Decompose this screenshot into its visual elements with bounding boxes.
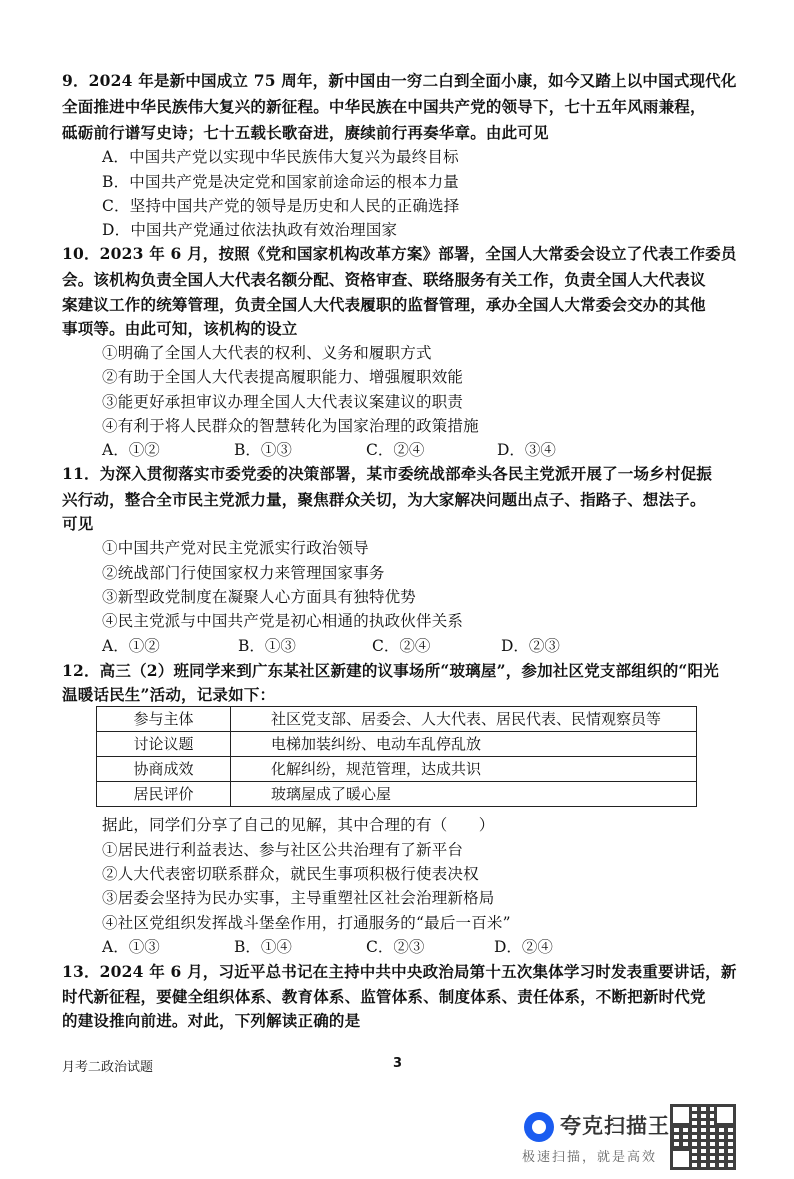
table-row <box>97 757 697 782</box>
watermark-subtitle: 极速扫描，就是高效 <box>522 1150 658 1165</box>
table-row <box>97 732 697 757</box>
q12-statement-1: ①居民进行利益表达、参与社区公共治理有了新平台 <box>102 841 464 859</box>
q9-option-b: B．中国共产党是决定党和国家前途命运的根本力量 <box>102 173 459 191</box>
q10-option-d: D．③④ <box>497 441 556 459</box>
q11-option-b: B．①③ <box>238 637 296 655</box>
q12-line-1: 12．高三（2）班同学来到广东某社区新建的议事场所“玻璃屋”，参加社区党支部组织的“阳光 <box>62 661 719 680</box>
q10-statement-4: ④有利于将人民群众的智慧转化为国家治理的政策措施 <box>102 417 479 435</box>
q12-after-table: 据此，同学们分享了自己的见解，其中合理的有（ ） <box>102 816 495 834</box>
q10-line-3: 案建议工作的统筹管理，负责全国人大代表履职的监督管理，承办全国人大常委会交办的其他 <box>62 295 706 314</box>
watermark-title: 夸克扫描王 <box>560 1114 670 1138</box>
q12-record-table <box>96 706 697 807</box>
q11-statement-1: ①中国共产党对民主党派实行政治领导 <box>102 539 369 557</box>
q13-line-3: 的建设推向前进。对此，下列解读正确的是 <box>62 1011 361 1030</box>
table-key-cell: 协商成效 <box>97 757 231 782</box>
q11-statement-3: ③新型政党制度在凝聚人心方面具有独特优势 <box>102 588 417 606</box>
table-value-cell: 社区党支部、居委会、人大代表、居民代表、民情观察员等 <box>231 707 697 732</box>
q13-line-2: 时代新征程，要健全组织体系、教育体系、监管体系、制度体系、责任体系，不断把新时代党 <box>62 987 706 1006</box>
q11-option-d: D．②③ <box>501 637 560 655</box>
q11-option-a: A．①② <box>102 637 160 655</box>
q9-line-2: 全面推进中华民族伟大复兴的新征程。中华民族在中国共产党的领导下，七十五年风雨兼程， <box>62 97 706 116</box>
qr-code-icon <box>670 1104 736 1170</box>
table-value-cell: 化解纠纷，规范管理，达成共识 <box>231 757 697 782</box>
q10-line-1: 10．2023 年 6 月，按照《党和国家机构改革方案》部署，全国人大常委会设立了代表工作委员 <box>62 244 737 263</box>
q12-option-c: C．②③ <box>366 938 425 956</box>
table-value-cell: 玻璃屋成了暖心屋 <box>231 782 697 807</box>
q11-line-3: 可见 <box>62 514 94 533</box>
scanner-logo-icon <box>524 1112 554 1142</box>
q11-line-2: 兴行动，整合全市民主党派力量，聚焦群众关切，为大家解决问题出点子、指路子、想法子。 <box>62 490 706 509</box>
q10-option-c: C．②④ <box>366 441 425 459</box>
q10-statement-3: ③能更好承担审议办理全国人大代表议案建议的职责 <box>102 393 464 411</box>
q9-option-d: D．中国共产党通过依法执政有效治理国家 <box>102 221 398 239</box>
q11-statement-2: ②统战部门行使国家权力来管理国家事务 <box>102 564 385 582</box>
table-key-cell: 居民评价 <box>97 782 231 807</box>
q9-line-3: 砥砺前行谱写史诗；七十五载长歌奋进，赓续前行再奏华章。由此可见 <box>62 123 549 142</box>
q10-line-2: 会。该机构负责全国人大代表名额分配、资格审查、联络服务有关工作，负责全国人大代表议 <box>62 270 706 289</box>
footer-page-number: 3 <box>393 1056 403 1071</box>
q9-line-1: 9．2024 年是新中国成立 75 周年，新中国由一穷二白到全面小康，如今又踏上以中国式现代化 <box>62 71 737 90</box>
table-row <box>97 782 697 807</box>
q10-option-b: B．①③ <box>234 441 292 459</box>
q10-statement-2: ②有助于全国人大代表提高履职能力、增强履职效能 <box>102 368 464 386</box>
q9-option-c: C．坚持中国共产党的领导是历史和人民的正确选择 <box>102 197 460 215</box>
q10-statement-1: ①明确了全国人大代表的权利、义务和履职方式 <box>102 344 432 362</box>
footer-exam-name: 月考二政治试题 <box>62 1060 154 1075</box>
q11-option-c: C．②④ <box>372 637 431 655</box>
q12-line-2: 温暖话民生”活动，记录如下： <box>62 685 276 704</box>
q10-option-a: A．①② <box>102 441 160 459</box>
q10-line-4: 事项等。由此可知，该机构的设立 <box>62 319 298 338</box>
q9-option-a: A．中国共产党以实现中华民族伟大复兴为最终目标 <box>102 148 459 166</box>
table-key-cell: 参与主体 <box>97 707 231 732</box>
q12-statement-2: ②人大代表密切联系群众，就民生事项积极行使表决权 <box>102 865 479 883</box>
q11-statement-4: ④民主党派与中国共产党是初心相通的执政伙伴关系 <box>102 612 464 630</box>
q12-statement-4: ④社区党组织发挥战斗堡垒作用，打通服务的“最后一百米” <box>102 914 511 932</box>
table-key-cell: 讨论议题 <box>97 732 231 757</box>
q13-line-1: 13．2024 年 6 月，习近平总书记在主持中共中央政治局第十五次集体学习时发表重要讲话，新 <box>62 962 737 981</box>
q11-line-1: 11．为深入贯彻落实市委党委的决策部署，某市委统战部牵头各民主党派开展了一场乡村促振 <box>62 464 712 483</box>
q12-statement-3: ③居委会坚持为民办实事，主导重塑社区社会治理新格局 <box>102 889 495 907</box>
q12-option-a: A．①③ <box>102 938 160 956</box>
q12-option-b: B．①④ <box>234 938 292 956</box>
q12-option-d: D．②④ <box>494 938 553 956</box>
table-row <box>97 707 697 732</box>
table-value-cell: 电梯加装纠纷、电动车乱停乱放 <box>231 732 697 757</box>
